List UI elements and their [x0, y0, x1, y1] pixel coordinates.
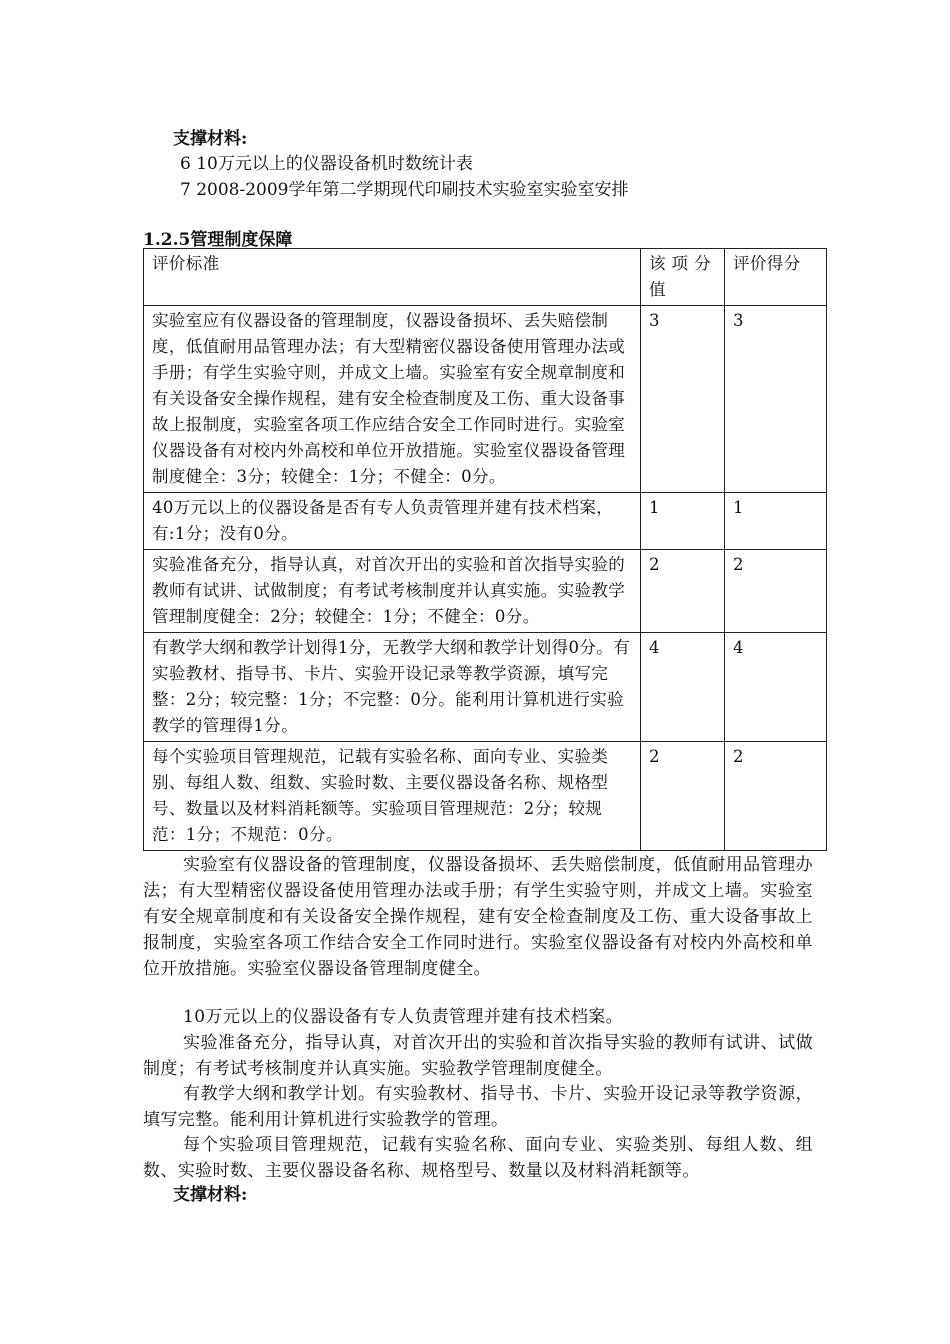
body-paragraph-4: 有教学大纲和教学计划。有实验教材、指导书、卡片、实验开设记录等教学资源，填写完整。能利用计算机进行实验教学的管理。	[143, 1084, 813, 1130]
table-header-row	[144, 249, 827, 306]
table-row	[144, 742, 827, 851]
criteria-cell: 实验室应有仪器设备的管理制度，仪器设备损坏、丢失赔偿制度，低值耐用品管理办法；有大型精密仪器设备使用管理办法或手册；有学生实验守则，并成文上墙。实验室有安全规章制度和有关设备安全操作规程，建有安全检查制度及工伤、重大设备事故上报制度，实验室各项工作应结合安全工作同时进行。实验室仪器设备有对校内外高校和单位开放措施。实验室仪器设备管理制度健全：3分；较健全：1分；不健全：0分。	[144, 306, 641, 493]
body-paragraph-3: 实验准备充分，指导认真，对首次开出的实验和首次指导实验的教师有试讲、试做制度；有考试考核制度并认真实施。实验教学管理制度健全。	[143, 1033, 813, 1079]
table-row	[144, 550, 827, 633]
support-materials-label-bottom: 支撑材料:	[173, 1185, 248, 1205]
score-cell: 2	[725, 550, 827, 633]
support-materials-label-top: 支撑材料:	[173, 129, 248, 149]
points-cell: 4	[641, 633, 725, 742]
score-cell: 4	[725, 633, 827, 742]
evaluation-table	[143, 248, 827, 851]
body-paragraph-2: 10万元以上的仪器设备有专人负责管理并建有技术档案。	[183, 1007, 624, 1027]
table-row	[144, 633, 827, 742]
points-cell: 2	[641, 742, 725, 851]
support-item-7: 7 2008-2009学年第二学期现代印刷技术实验室实验室安排	[180, 180, 629, 200]
body-paragraph-5: 每个实验项目管理规范，记载有实验名称、面向专业、实验类别、每组人数、组数、实验时数、主要仪器设备名称、规格型号、数量以及材料消耗额等。	[143, 1135, 813, 1181]
points-cell: 2	[641, 550, 725, 633]
header-score: 评价得分	[725, 249, 827, 306]
score-cell: 3	[725, 306, 827, 493]
header-criteria: 评价标准	[144, 249, 641, 306]
header-points: 该 项 分 值	[641, 249, 725, 306]
score-cell: 1	[725, 493, 827, 550]
score-cell: 2	[725, 742, 827, 851]
criteria-cell: 40万元以上的仪器设备是否有专人负责管理并建有技术档案，有:1分；没有0分。	[144, 493, 641, 550]
criteria-cell: 实验准备充分，指导认真，对首次开出的实验和首次指导实验的教师有试讲、试做制度；有考试考核制度并认真实施。实验教学管理制度健全：2分；较健全：1分；不健全：0分。	[144, 550, 641, 633]
points-cell: 1	[641, 493, 725, 550]
section-title: 1.2.5管理制度保障	[143, 230, 293, 250]
table-row	[144, 306, 827, 493]
criteria-cell: 每个实验项目管理规范，记载有实验名称、面向专业、实验类别、每组人数、组数、实验时数、主要仪器设备名称、规格型号、数量以及材料消耗额等。实验项目管理规范：2分；较规范：1分；不规范：0分。	[144, 742, 641, 851]
table-row	[144, 493, 827, 550]
body-paragraph-1: 实验室有仪器设备的管理制度，仪器设备损坏、丢失赔偿制度，低值耐用品管理办法；有大型精密仪器设备使用管理办法或手册；有学生实验守则，并成文上墙。实验室有安全规章制度和有关设备安全操作规程，建有安全检查制度及工伤、重大设备事故上报制度，实验室各项工作结合安全工作同时进行。实验室仪器设备有对校内外高校和单位开放措施。实验室仪器设备管理制度健全。	[143, 855, 813, 979]
criteria-cell: 有教学大纲和教学计划得1分，无教学大纲和教学计划得0分。有实验教材、指导书、卡片、实验开设记录等教学资源，填写完整：2分；较完整：1分；不完整：0分。能利用计算机进行实验教学的管理得1分。	[144, 633, 641, 742]
points-cell: 3	[641, 306, 725, 493]
support-item-6: 6 10万元以上的仪器设备机时数统计表	[180, 154, 473, 174]
